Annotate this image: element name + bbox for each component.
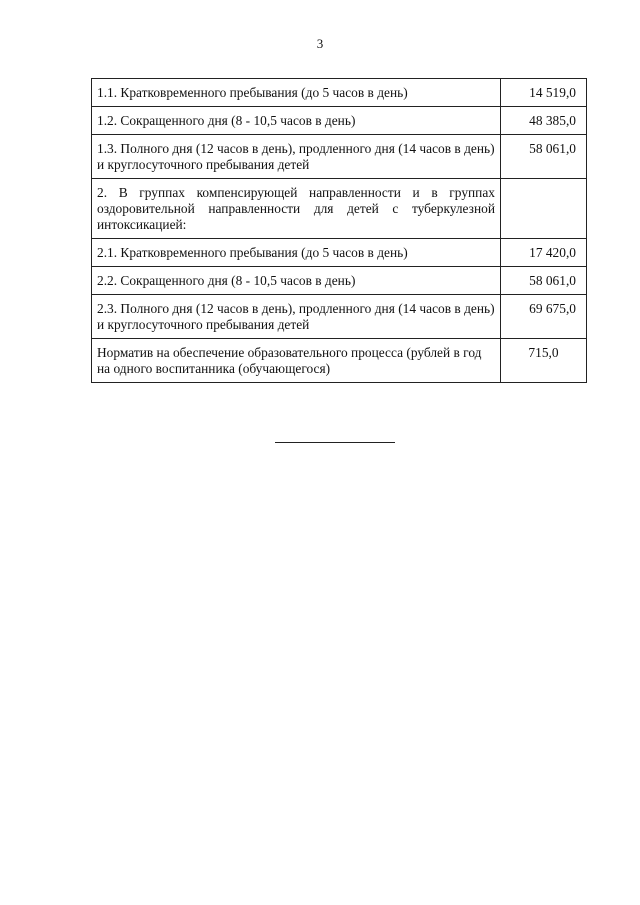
end-divider xyxy=(275,442,395,443)
table-row xyxy=(92,135,587,179)
row-value xyxy=(501,179,587,239)
section-heading: 2. В группах компенсирующей направленности и в группах оздоровительной направленности для детей с туберкулезной интоксикацией: xyxy=(92,179,501,239)
row-value: 17 420,0 xyxy=(501,239,587,267)
row-label: 2.2. Сокращенного дня (8 - 10,5 часов в день) xyxy=(92,267,501,295)
row-label: 1.2. Сокращенного дня (8 - 10,5 часов в день) xyxy=(92,107,501,135)
row-value: 69 675,0 xyxy=(501,295,587,339)
row-label: 2.1. Кратковременного пребывания (до 5 часов в день) xyxy=(92,239,501,267)
row-label: 1.1. Кратковременного пребывания (до 5 часов в день) xyxy=(92,79,501,107)
row-label: 1.3. Полного дня (12 часов в день), продленного дня (14 часов в день) и круглосуточного пребывания детей xyxy=(92,135,501,179)
normatives-table xyxy=(91,78,587,383)
row-value: 58 061,0 xyxy=(501,135,587,179)
table-row xyxy=(92,339,587,383)
row-value: 14 519,0 xyxy=(501,79,587,107)
table-row xyxy=(92,239,587,267)
row-label: Норматив на обеспечение образовательного процесса (рублей в год на одного воспитанника (обучающегося) xyxy=(92,339,501,383)
row-label: 2.3. Полного дня (12 часов в день), продленного дня (14 часов в день) и круглосуточного пребывания детей xyxy=(92,295,501,339)
table-row xyxy=(92,179,587,239)
row-value: 715,0 xyxy=(501,339,587,383)
row-value: 58 061,0 xyxy=(501,267,587,295)
table-row xyxy=(92,295,587,339)
table-row xyxy=(92,79,587,107)
row-value: 48 385,0 xyxy=(501,107,587,135)
page-number: 3 xyxy=(316,36,324,51)
table-row xyxy=(92,267,587,295)
table-row xyxy=(92,107,587,135)
